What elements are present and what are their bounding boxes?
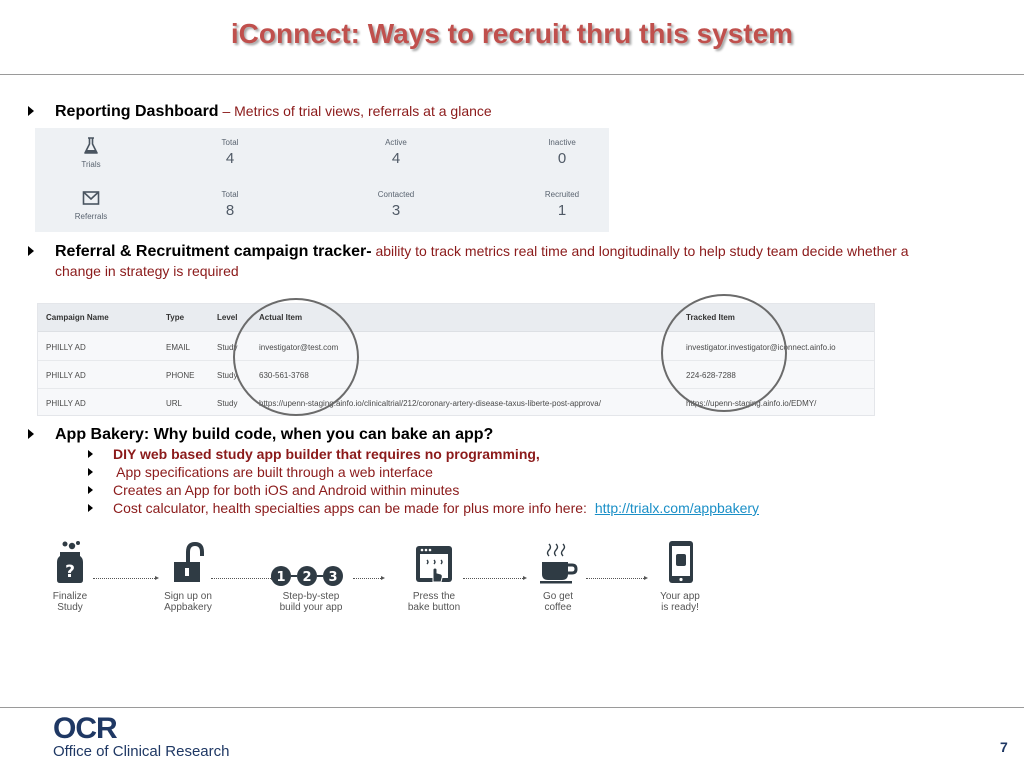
oven-press-icon [414, 540, 454, 584]
svg-text:?: ? [65, 562, 75, 582]
dashboard-row-label: Trials [81, 160, 101, 169]
highlight-circle-actual-item [233, 298, 359, 416]
step-label: Press the bake button [407, 591, 461, 613]
step-label: Step-by-step build your app [279, 591, 343, 613]
tracker-description-cont: change in strategy is required [55, 263, 239, 279]
question-jar-icon [50, 540, 90, 584]
cell-level: Study [217, 399, 238, 408]
step-label: Sign up on Appbakery [164, 591, 212, 613]
step-label: Finalize Study [52, 591, 88, 613]
metric-value: 4 [225, 150, 235, 167]
step-connector [463, 578, 523, 579]
highlight-circle-tracked-item [661, 294, 787, 412]
ocr-logo-subtitle: Office of Clinical Research [53, 743, 230, 760]
step-label: Your app is ready! [660, 591, 700, 613]
slide-title: iConnect: Ways to recruit thru this system [230, 18, 794, 49]
reporting-dashboard [35, 128, 609, 232]
step-connector [586, 578, 644, 579]
cell-tracked-item: https://upenn-staging.ainfo.io/EDMY/ [686, 399, 817, 408]
metric-label: Total [221, 138, 239, 147]
cell-tracked-item: 224-628-7288 [686, 371, 736, 380]
metric-value: 8 [225, 202, 235, 219]
header-level: Level [217, 313, 238, 322]
bullet-arrow-icon [28, 246, 34, 256]
metric-label: Contacted [377, 190, 415, 199]
step-connector [93, 578, 155, 579]
bullet-arrow-icon [28, 106, 34, 116]
cell-type: PHONE [166, 371, 195, 380]
metric-label: Active [385, 138, 407, 147]
metric-label: Recruited [544, 190, 580, 199]
bakery-point-4 [113, 499, 759, 518]
unlock-icon [168, 540, 208, 584]
dashboard-bullet [55, 102, 492, 121]
dashboard-dash: – [222, 103, 231, 119]
sub-bullet-arrow-icon [88, 450, 93, 458]
dashboard-row-trials [35, 128, 609, 180]
cell-tracked-item: investigator.investigator@iconnect.ainfo.io [686, 343, 836, 352]
header-campaign-name: Campaign Name [46, 313, 109, 322]
flask-icon [81, 136, 101, 156]
sub-bullet-arrow-icon [88, 468, 93, 476]
metric-value: 0 [557, 150, 567, 167]
cell-level: Study [217, 371, 238, 380]
tracker-bullet-line1 [55, 242, 909, 261]
cell-level: Study [217, 343, 238, 352]
step-connector [353, 578, 381, 579]
header-tracked-item: Tracked Item [686, 313, 735, 322]
ocr-logo: OCR [53, 712, 117, 745]
appbakery-link[interactable]: http://trialx.com/appbakery [594, 500, 760, 516]
smartphone-icon [660, 540, 700, 584]
metric-label: Total [221, 190, 239, 199]
bullet-arrow-icon [28, 429, 34, 439]
header-actual-item: Actual Item [259, 313, 303, 322]
numbered-steps-icon [271, 564, 351, 588]
metric-value: 4 [391, 150, 401, 167]
step-connector [211, 578, 271, 579]
svg-text:3: 3 [328, 570, 338, 585]
appbakery-steps [35, 538, 735, 618]
metric-value: 1 [557, 202, 567, 219]
bakery-point-2: App specifications are built through a web interface [113, 464, 433, 480]
cell-actual-item: https://upenn-staging.ainfo.io/clinicaltrial/212/coronary-artery-disease-taxus-liberte-post-approva/ [259, 399, 601, 408]
dashboard-heading: Reporting Dashboard [55, 103, 219, 120]
sub-bullet-arrow-icon [88, 486, 93, 494]
cell-actual-item: 630-561-3768 [259, 371, 309, 380]
tracker-heading: Referral & Recruitment campaign tracker- [55, 243, 372, 260]
bakery-point-4-text: Cost calculator, health specialties apps can be made for plus more info here: [113, 500, 587, 516]
bakery-point-3: Creates an App for both iOS and Android within minutes [113, 482, 460, 498]
step-label: Go get coffee [542, 591, 574, 613]
sub-bullet-arrow-icon [88, 504, 93, 512]
dashboard-description: Metrics of trial views, referrals at a glance [234, 103, 492, 119]
cell-campaign-name: PHILLY AD [46, 399, 86, 408]
coffee-cup-icon [538, 540, 578, 584]
svg-text:2: 2 [302, 570, 312, 585]
cell-type: EMAIL [166, 343, 191, 352]
dashboard-row-referrals [35, 180, 609, 232]
header-type: Type [166, 313, 185, 322]
bakery-heading: App Bakery: Why build code, when you can bake an app? [55, 426, 494, 443]
metric-label: Inactive [548, 138, 576, 147]
envelope-icon [81, 188, 101, 208]
svg-text:1: 1 [276, 570, 286, 585]
metric-value: 3 [391, 202, 401, 219]
bakery-point-1: DIY web based study app builder that requires no programming, [113, 446, 540, 462]
cell-campaign-name: PHILLY AD [46, 343, 86, 352]
footer-divider [0, 707, 1024, 708]
dashboard-row-label: Referrals [74, 212, 108, 221]
cell-actual-item: investigator@test.com [259, 343, 339, 352]
title-divider [0, 74, 1024, 75]
cell-campaign-name: PHILLY AD [46, 371, 86, 380]
page-number: 7 [1000, 739, 1008, 755]
cell-type: URL [166, 399, 183, 408]
tracker-description: ability to track metrics real time and longitudinally to help study team decide whether a [375, 243, 909, 259]
